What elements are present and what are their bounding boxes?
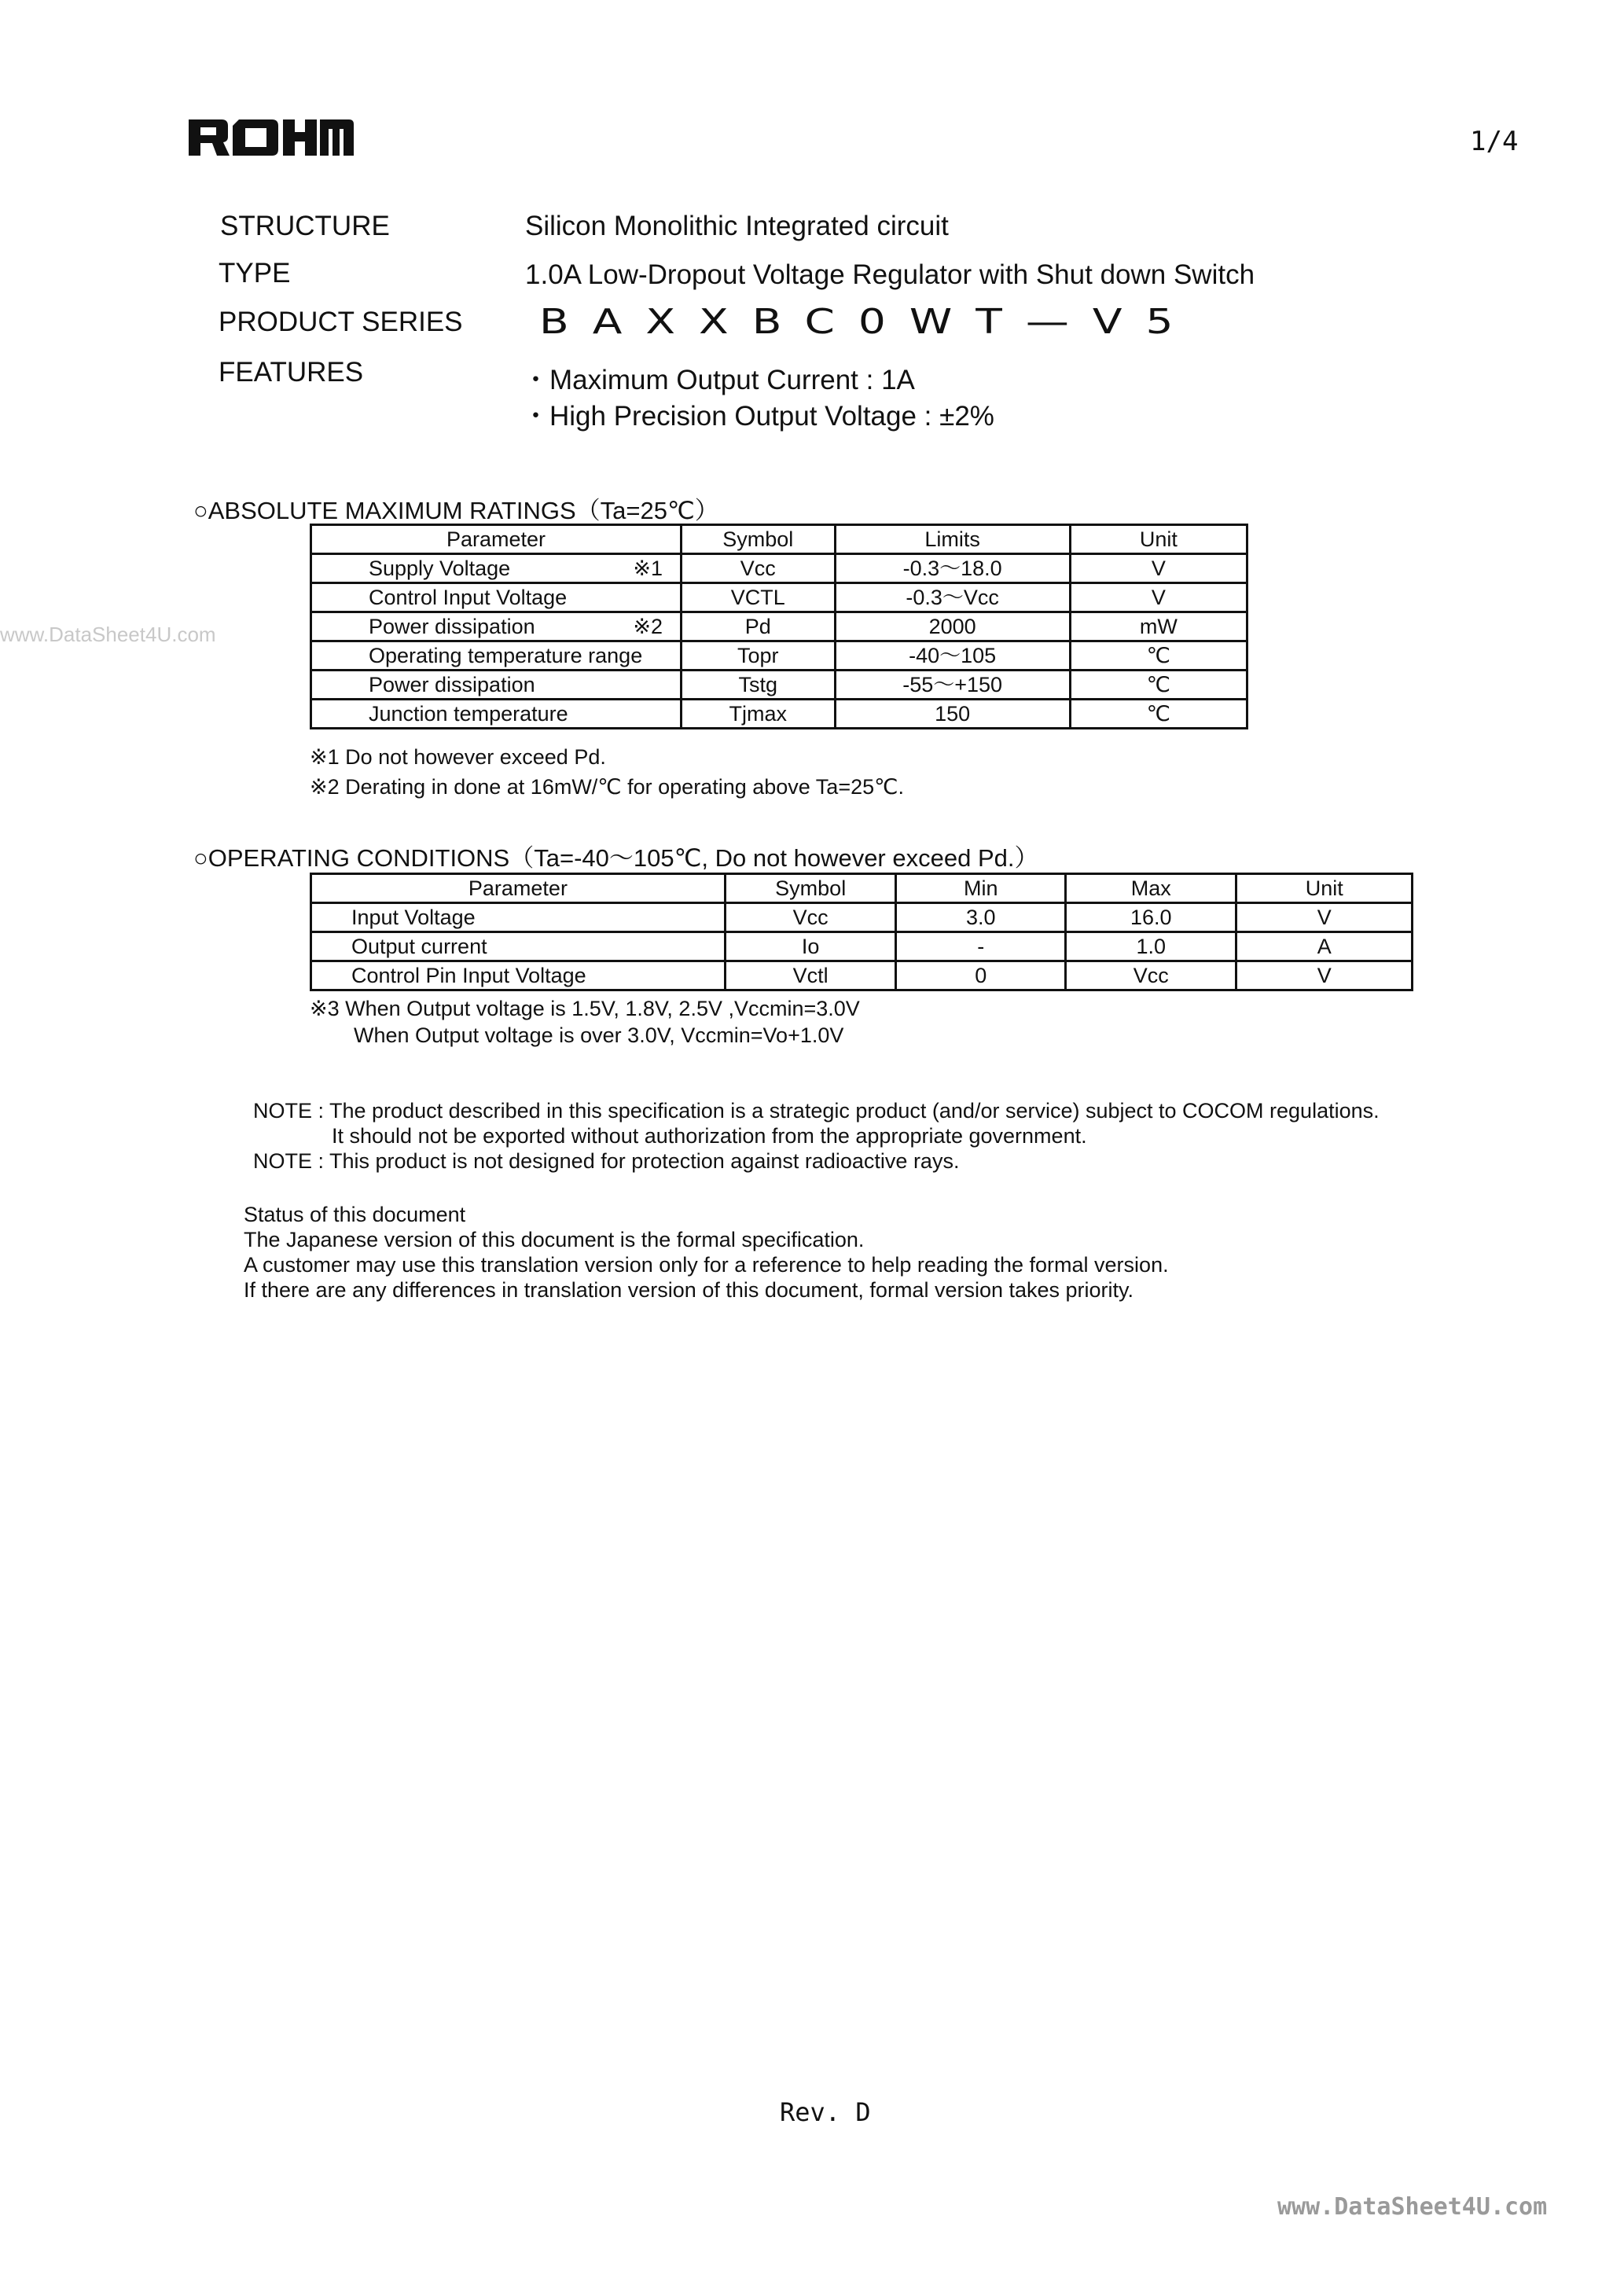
parameter-cell: Operating temperature range [369,644,643,667]
unit-cell: V [1070,554,1247,583]
parameter-cell: Junction temperature [369,702,568,726]
unit-cell: V [1236,903,1413,932]
op-cond-footnote-2: When Output voltage is over 3.0V, Vccmin=Vo+1.0V [354,1023,844,1047]
type-label: TYPE [219,258,291,288]
limits-cell: -40～105 [835,641,1070,671]
unit-cell: V [1236,961,1413,990]
op-cond-table [310,873,1413,991]
status-heading: Status of this document [244,1203,466,1226]
structure-value: Silicon Monolithic Integrated circuit [525,211,949,241]
symbol-cell: Vctl [725,961,896,990]
limits-cell: -0.3～Vcc [835,583,1070,612]
table-row [311,583,1247,612]
structure-label: STRUCTURE [220,211,390,241]
cocom-note-continued: It should not be exported without authorization from the appropriate government. [332,1124,1087,1148]
table-row [311,932,1413,961]
features-label: FEATURES [219,357,364,388]
type-value: 1.0A Low-Dropout Voltage Regulator with Shut down Switch [525,259,1255,290]
feature-precision: ・High Precision Output Voltage : ±2% [522,401,994,432]
abs-max-table [310,524,1248,729]
col-symbol: Symbol [725,874,896,903]
unit-cell: ℃ [1070,641,1247,671]
status-line-1: The Japanese version of this document is the formal specification. [244,1228,865,1251]
symbol-cell: Vcc [682,554,836,583]
limits-cell: 2000 [835,612,1070,641]
unit-cell: mW [1070,612,1247,641]
symbol-cell: Io [725,932,896,961]
col-max: Max [1065,874,1236,903]
table-row [311,641,1247,671]
product-series-value: BAXXBC0WT—V5 [539,302,1197,342]
parameter-cell: Input Voltage [311,903,726,932]
unit-cell: ℃ [1070,700,1247,729]
table-row [311,554,1247,583]
max-cell: 1.0 [1065,932,1236,961]
abs-max-footnote-2: ※2 Derating in done at 16mW/℃ for operating above Ta=25℃. [310,775,904,799]
cocom-note: NOTE : The product described in this specification is a strategic product (and/or service) subject to COCOM regulations. [253,1099,1380,1123]
status-line-3: If there are any differences in translation version of this document, formal version takes priority. [244,1278,1134,1302]
limits-cell: -55～+150 [835,671,1070,700]
parameter-cell: Power dissipation [369,615,535,638]
abs-max-footnote-1: ※1 Do not however exceed Pd. [310,745,606,769]
table-row [311,612,1247,641]
parameter-cell: Control Pin Input Voltage [311,961,726,990]
col-symbol: Symbol [682,525,836,554]
rohm-logo [189,119,354,156]
table-header-row [311,874,1413,903]
col-unit: Unit [1070,525,1247,554]
footnote-mark: ※1 [633,557,663,580]
op-cond-footnote-1: ※3 When Output voltage is 1.5V, 1.8V, 2.5V ,Vccmin=3.0V [310,997,860,1020]
table-row [311,700,1247,729]
table-header-row [311,525,1247,554]
min-cell: 3.0 [896,903,1065,932]
min-cell: 0 [896,961,1065,990]
table-row [311,903,1413,932]
op-cond-title: ○OPERATING CONDITIONS（Ta=-40～105℃, Do not however exceed Pd.） [193,844,1039,872]
unit-cell: ℃ [1070,671,1247,700]
symbol-cell: VCTL [682,583,836,612]
status-line-2: A customer may use this translation version only for a reference to help reading the formal version. [244,1253,1169,1277]
table-row [311,671,1247,700]
col-min: Min [896,874,1065,903]
parameter-cell: Supply Voltage [369,557,511,580]
symbol-cell: Pd [682,612,836,641]
max-cell: Vcc [1065,961,1236,990]
unit-cell: A [1236,932,1413,961]
symbol-cell: Topr [682,641,836,671]
col-limits: Limits [835,525,1070,554]
col-unit: Unit [1236,874,1413,903]
col-parameter: Parameter [311,525,682,554]
limits-cell: -0.3～18.0 [835,554,1070,583]
abs-max-title: ○ABSOLUTE MAXIMUM RATINGS（Ta=25℃） [193,497,719,524]
parameter-cell: Power dissipation [369,673,535,696]
unit-cell: V [1070,583,1247,612]
table-row [311,961,1413,990]
symbol-cell: Tjmax [682,700,836,729]
min-cell: - [896,932,1065,961]
footnote-mark: ※2 [633,615,663,638]
feature-max-current: ・Maximum Output Current : 1A [522,365,915,395]
symbol-cell: Tstg [682,671,836,700]
revision-label: Rev. D [780,2097,871,2127]
product-series-label: PRODUCT SERIES [219,307,463,337]
page-number: 1/4 [1470,126,1519,157]
parameter-cell: Output current [311,932,726,961]
max-cell: 16.0 [1065,903,1236,932]
parameter-cell: Control Input Voltage [369,586,568,609]
col-parameter: Parameter [311,874,726,903]
limits-cell: 150 [835,700,1070,729]
radiation-note: NOTE : This product is not designed for protection against radioactive rays. [253,1149,960,1173]
side-watermark: www.DataSheet4U.com [0,623,216,646]
footer-watermark: www.DataSheet4U.com [1277,2193,1548,2221]
symbol-cell: Vcc [725,903,896,932]
